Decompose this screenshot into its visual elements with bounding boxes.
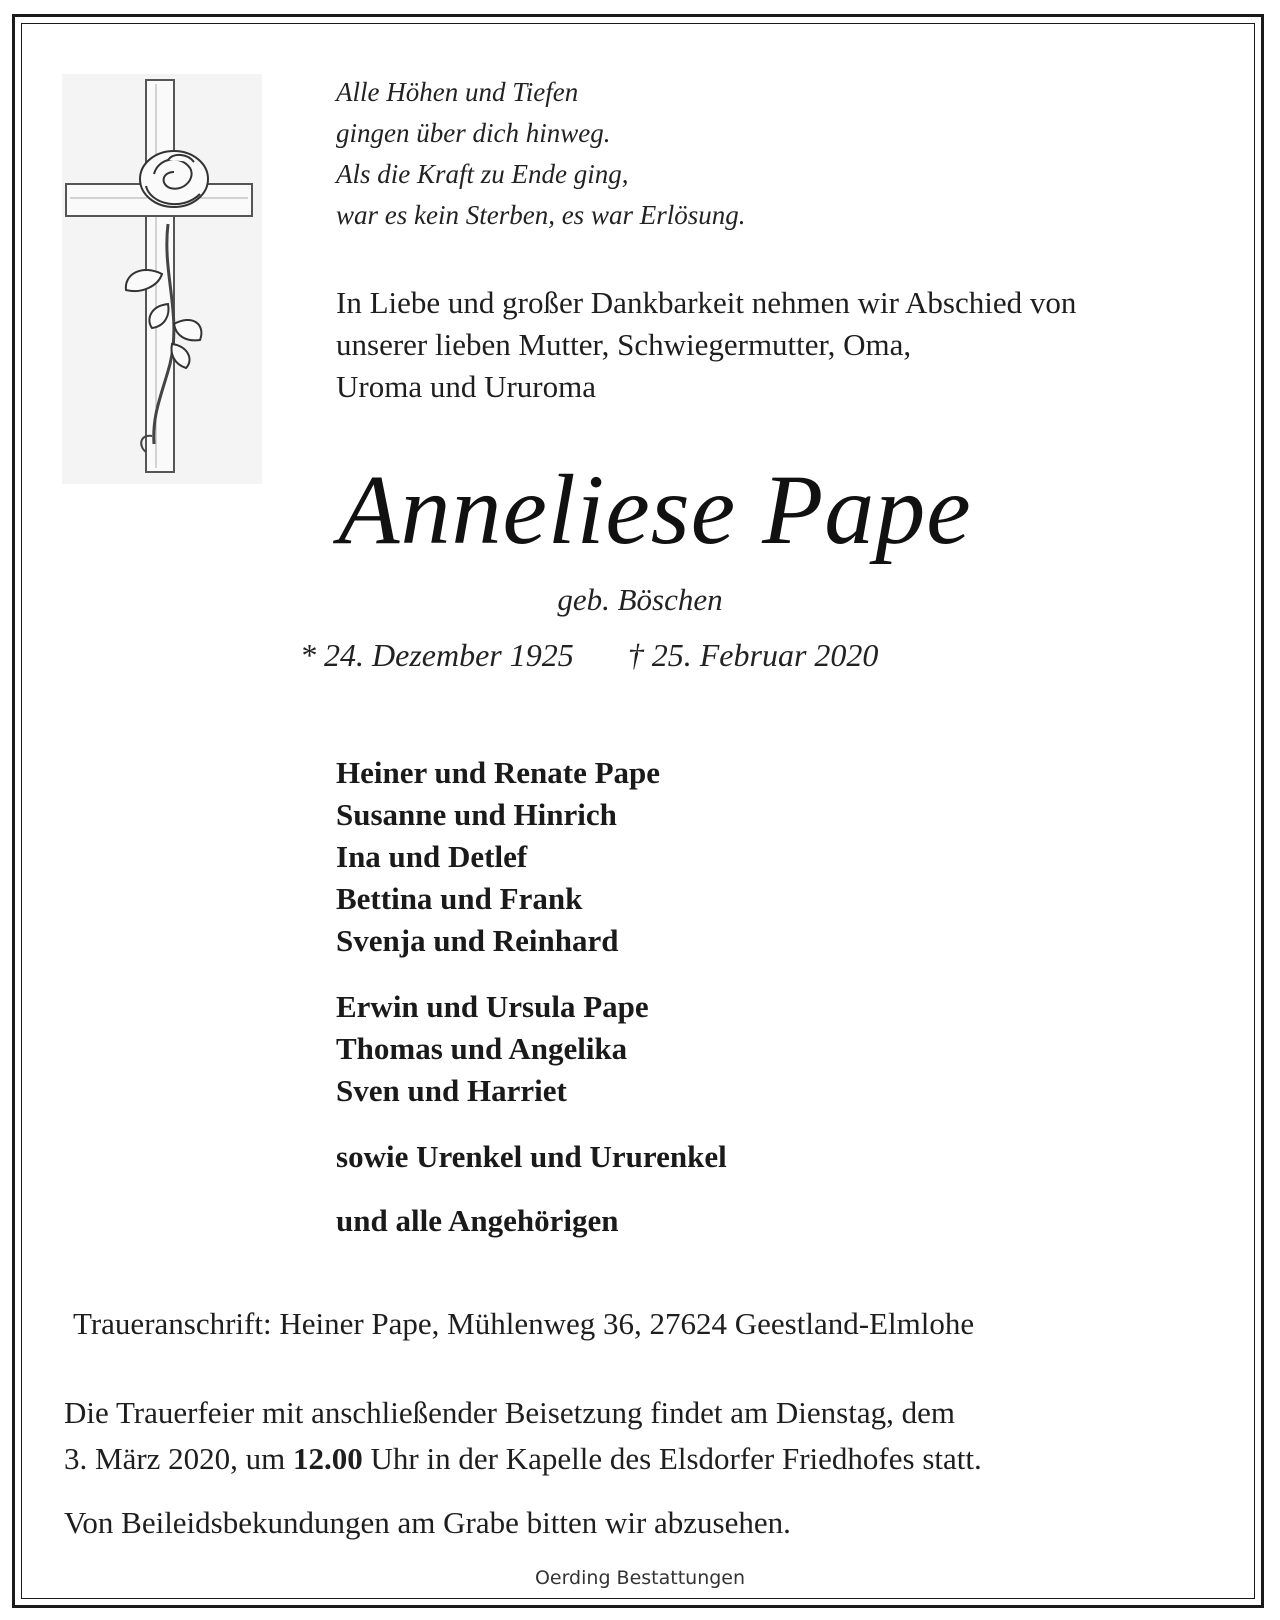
- mourning-address: Traueranschrift: Heiner Pape, Mühlenweg 36, 27624 Geestland-Elmlohe: [73, 1306, 975, 1341]
- family-member: Bettina und Frank: [336, 881, 583, 916]
- intro-text: [336, 282, 1076, 408]
- family-member: Ina und Detlef: [336, 839, 528, 874]
- family-member: Erwin und Ursula Pape: [336, 989, 649, 1024]
- condolence-note: Von Beileidsbekundungen am Grabe bitten wir abzusehen.: [64, 1505, 791, 1540]
- ceremony-date: 3. März 2020, um: [64, 1441, 294, 1476]
- great-grandchildren: sowie Urenkel und Ururenkel: [336, 1139, 727, 1174]
- birth-name: geb. Böschen: [557, 582, 723, 617]
- ceremony-location: Uhr in der Kapelle des Elsdorfer Friedhofes statt.: [362, 1441, 982, 1476]
- undertaker-credit: Oerding Bestattungen: [534, 1567, 746, 1589]
- relatives: und alle Angehörigen: [336, 1203, 619, 1238]
- family-list: [336, 752, 727, 1242]
- family-member: Susanne und Hinrich: [336, 797, 617, 832]
- cross-with-rose-icon: [62, 74, 262, 484]
- family-member: Svenja und Reinhard: [336, 923, 619, 958]
- poem-line: Alle Höhen und Tiefen: [336, 77, 579, 107]
- poem: [336, 72, 745, 236]
- life-dates: [300, 634, 878, 676]
- birth-date: * 24. Dezember 1925: [300, 637, 574, 673]
- ceremony-info: [64, 1390, 982, 1482]
- poem-line: war es kein Sterben, es war Erlösung.: [336, 200, 746, 230]
- ceremony-time: 12.00: [293, 1441, 363, 1476]
- ceremony-line: [64, 1436, 982, 1482]
- deceased-name: Anneliese Pape: [338, 454, 972, 565]
- family-member: Thomas und Angelika: [336, 1031, 628, 1066]
- ceremony-line: Die Trauerfeier mit anschließender Beisetzung findet am Dienstag, dem: [64, 1395, 955, 1430]
- poem-line: gingen über dich hinweg.: [336, 118, 611, 148]
- poem-line: Als die Kraft zu Ende ging,: [336, 159, 629, 189]
- intro-line: unserer lieben Mutter, Schwiegermutter, Oma,: [336, 327, 912, 362]
- family-member: Heiner und Renate Pape: [336, 755, 661, 790]
- death-date: † 25. Februar 2020: [627, 637, 879, 673]
- family-group: [336, 986, 727, 1112]
- family-member: Sven und Harriet: [336, 1073, 567, 1108]
- intro-line: Uroma und Ururoma: [336, 369, 596, 404]
- intro-line: In Liebe und großer Dankbarkeit nehmen wir Abschied von: [336, 285, 1077, 320]
- family-group: [336, 752, 727, 962]
